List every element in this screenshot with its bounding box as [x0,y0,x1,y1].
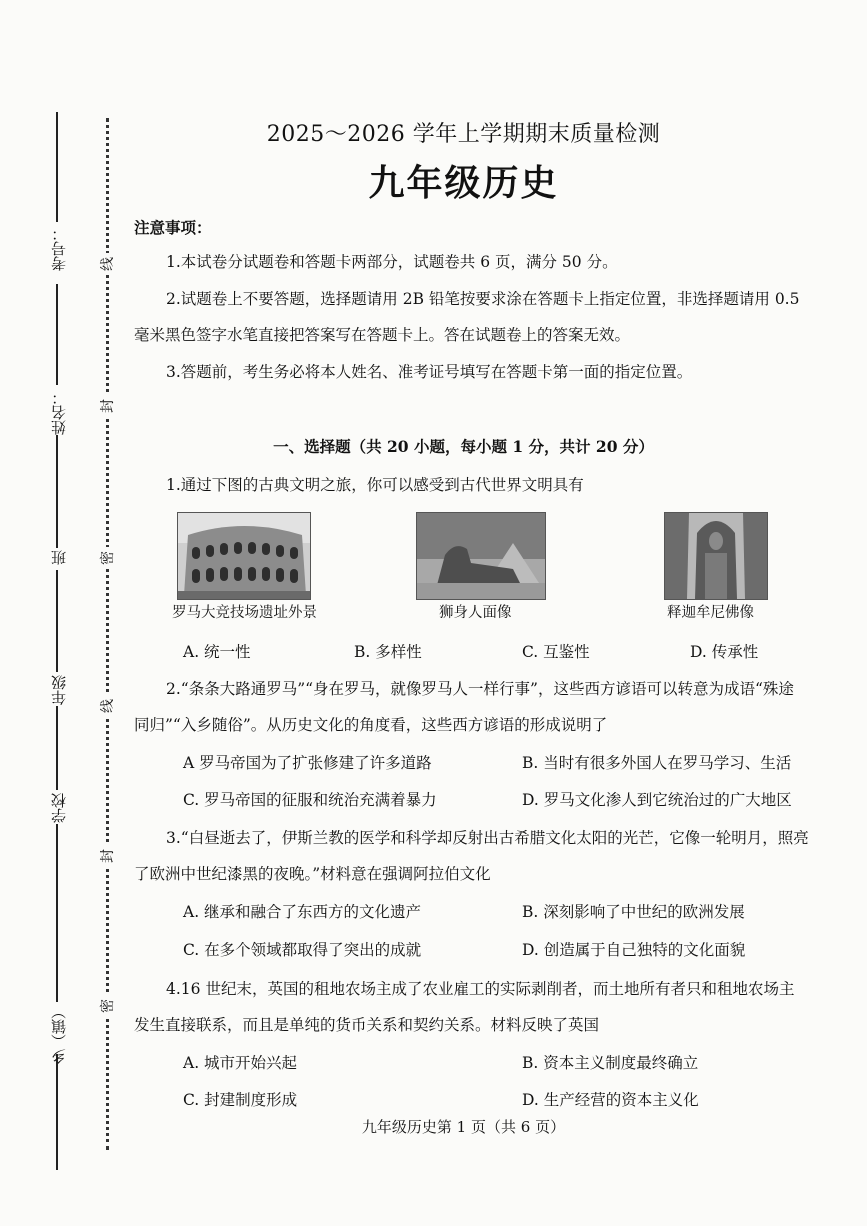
class-label: 班 [50,550,68,565]
q4-stem-2: 发生直接联系，而且是单纯的货币关系和契约关系。材料反映了英国 [134,1016,600,1034]
notice-line-2-cont: 毫米黑色签字水笔直接把答案写在答题卡上。答在试题卷上的答案无效。 [134,326,631,344]
q4-option-b: B. 资本主义制度最终确立 [522,1054,699,1072]
q1-option-a: A. 统一性 [183,643,251,661]
notice-line-3: 3.答题前，考生务必将本人姓名、准考证号填写在答题卡第一面的指定位置。 [166,363,693,381]
seal-char-line: 线 [97,695,117,717]
subject-title: 九年级历史 [368,162,559,204]
q4-option-d: D. 生产经营的资本主义化 [522,1091,699,1109]
q2-stem-2: 同归”“入乡随俗”。从历史文化的角度看，这些西方谚语的形成说明了 [134,716,608,734]
q2-option-c: C. 罗马帝国的征服和统治充满着暴力 [183,791,437,809]
caption-colosseum: 罗马大竞技场遗址外景 [172,605,317,621]
q1-stem: 1.通过下图的古典文明之旅，你可以感受到古代世界文明具有 [166,476,584,494]
caption-sphinx: 狮身人面像 [439,605,512,621]
seal-char-seal: 封 [97,395,117,417]
seal-char-secret: 密 [97,547,117,569]
q3-stem-1: 3.“白昼逝去了，伊斯兰教的医学和科学却反射出古希腊文化太阳的光芒，它像一轮明月，照亮 [166,829,809,847]
exam-title: 2025～2026 学年上学期期末质量检测 [266,122,661,147]
buddha-image [664,512,768,600]
colosseum-image [177,512,311,600]
q3-option-b: B. 深刻影响了中世纪的欧洲发展 [522,903,745,921]
q1-option-b: B. 多样性 [354,643,422,661]
section-title: 一、选择题（共 20 小题，每小题 1 分，共计 20 分） [273,437,654,456]
notice-line-2: 2.试题卷上不要答题，选择题请用 2B 铅笔按要求涂在答题卡上指定位置，非选择题请用 0.5 [166,290,800,308]
school-label: 学校 [50,793,68,823]
q1-option-c: C. 互鉴性 [522,643,590,661]
q4-option-c: C. 封建制度形成 [183,1091,298,1109]
q2-option-b: B. 当时有很多外国人在罗马学习、生活 [522,754,792,772]
seal-char-seal: 封 [97,845,117,867]
page-footer: 九年级历史第 1 页（共 6 页） [361,1118,566,1136]
township-label: 乡（镇） [50,1004,68,1064]
q3-option-c: C. 在多个领域都取得了突出的成就 [183,941,422,959]
exam-number-label: 考号： [50,226,68,271]
q4-option-a: A. 城市开始兴起 [183,1054,298,1072]
q1-option-d: D. 传承性 [690,643,759,661]
sphinx-image [416,512,546,600]
q4-stem-1: 4.16 世纪末，英国的租地农场主成了农业雇工的实际剥削者，而土地所有者只和租地农场主 [166,980,795,998]
grade-label: 年级 [50,675,68,705]
q3-stem-2: 了欧洲中世纪漆黑的夜晚。”材料意在强调阿拉伯文化 [134,865,491,883]
seal-char-line: 线 [97,253,117,275]
name-label: 姓名： [50,390,68,435]
q2-option-d: D. 罗马文化渗人到它统治过的广大地区 [522,791,792,809]
notice-heading: 注意事项： [134,218,212,237]
q3-option-d: D. 创造属于自己独特的文化面貌 [522,941,746,959]
notice-line-1: 1.本试卷分试题卷和答题卡两部分，试题卷共 6 页，满分 50 分。 [166,253,618,271]
q2-stem-1: 2.“条条大路通罗马”“身在罗马，就像罗马人一样行事”，这些西方谚语可以转意为成语“殊途 [166,680,794,698]
seal-char-secret: 密 [97,995,117,1017]
q3-option-a: A. 继承和融合了东西方的文化遗产 [183,903,422,921]
q2-option-a: A 罗马帝国为了扩张修建了许多道路 [183,754,432,772]
caption-buddha: 释迦牟尼佛像 [667,605,754,621]
